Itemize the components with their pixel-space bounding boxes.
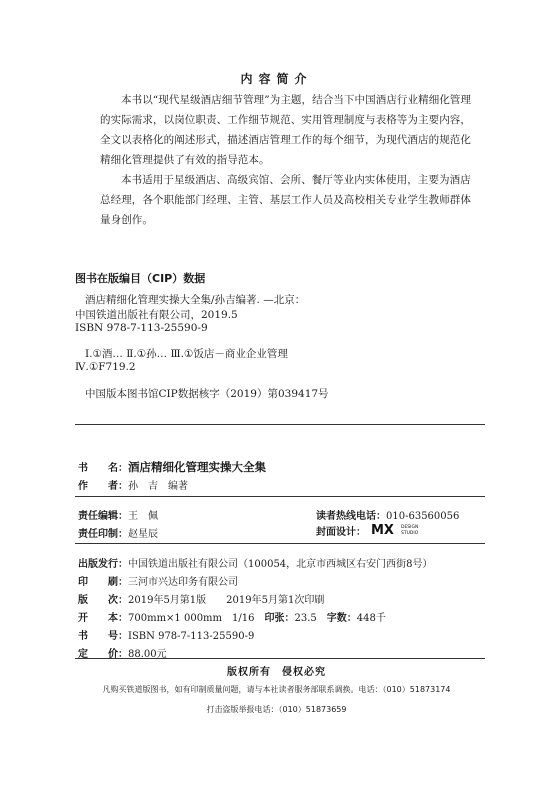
sheets-value: 23.5 (294, 613, 327, 624)
cip-heading: 图书在版编目（CIP）数据 (75, 272, 206, 285)
summary-title: 内容简介 (240, 72, 313, 86)
isbn-value: ISBN 978-7-113-25590-9 (128, 631, 255, 642)
logo-mark: MX (371, 523, 395, 536)
format-row (78, 606, 386, 625)
book-author-label: 作 者： (78, 481, 128, 492)
logo-sub-2: STUDIO (401, 531, 419, 536)
book-title-row (78, 456, 266, 475)
summary-paragraph-2: 本书适用于星级酒店、高级宾馆、会所、餐厅等业内实体使用，主要为酒店总经理，各个职能部门经理、主管、基层工作人员及高校相关专业学生教师群体量身创作。 (100, 174, 471, 226)
price-value: 88.00元 (128, 649, 167, 660)
summary-paragraph-1: 本书以“现代星级酒店细节管理”为主题，结合当下中国酒店行业精细化管理的实际需求，以岗位职责、工作细节规范、实用管理制度与表格等为主要内容，全文以表格化的阐述形式，描述酒店管理工作的每个细节，为现代酒店的规范化精细化管理提供了有效的指导范本。 (100, 94, 472, 166)
cover-design-label: 封面设计： (316, 527, 366, 538)
edition-value: 2019年5月第1版 2019年5月第1次印刷 (128, 595, 325, 606)
cip-line-1: 酒店精细化管理实操大全集/孙吉编著. —北京： (85, 294, 306, 306)
format-label: 开 本： (78, 613, 128, 624)
format-value: 700mm×1 000mm 1/16 (128, 613, 265, 624)
price-label: 定 价： (78, 649, 128, 660)
edition-label: 版 次： (78, 595, 128, 606)
cip-line-2: 中国铁道出版社有限公司，2019.5 (75, 309, 238, 321)
hotline-label: 读者热线电话： (316, 511, 386, 522)
sheets-label: 印张： (264, 613, 295, 624)
copyright-notice: 版权所有 侵权必究 (227, 667, 326, 678)
hotline-value: 010-63560056 (386, 511, 460, 522)
book-author-value: 孙 吉 编著 (128, 481, 188, 492)
cip-line-6: 中国版本图书馆CIP数据核字（2019）第039417号 (85, 388, 329, 400)
publisher-value: 中国铁道出版社有限公司（100054，北京市西城区右安门西街8号） (128, 559, 433, 570)
printer-label: 印 刷： (78, 577, 128, 588)
editor-label: 责任编辑： (78, 511, 128, 522)
isbn-row (78, 624, 254, 643)
printer-row (78, 570, 238, 589)
cip-line-3: ISBN 978-7-113-25590-9 (75, 322, 208, 334)
cover-design-row (316, 520, 427, 540)
publisher-label: 出版发行： (78, 559, 128, 570)
cip-line-4: Ⅰ.①酒… Ⅱ.①孙… Ⅲ.①饭店－商业企业管理 (85, 348, 288, 360)
quality-note: 凡购买铁道版图书，如有印制质量问题，请与本社读者服务部联系调换。电话：（010）51873174 (102, 685, 451, 694)
book-title-label: 书 名： (78, 463, 128, 474)
divider-lower (75, 543, 485, 544)
logo-sub-1: DESIGN (401, 525, 419, 530)
print-manager-value: 赵星辰 (128, 529, 158, 540)
divider-top (75, 424, 485, 425)
printer-value: 三河市兴达印务有限公司 (128, 577, 238, 588)
words-label: 字数： (326, 613, 357, 624)
editor-value: 王 佩 (128, 511, 158, 522)
design-studio-logo (371, 521, 427, 540)
isbn-label: 书 号： (78, 631, 128, 642)
editor-row (78, 504, 158, 523)
words-value: 448千 (356, 613, 386, 624)
book-author-row (78, 474, 188, 493)
divider-mid (75, 496, 485, 497)
piracy-hotline: 打击盗版举报电话：（010）51873659 (206, 705, 347, 714)
edition-row (78, 588, 324, 607)
divider-bottom (75, 658, 485, 659)
cip-line-5: Ⅳ.①F719.2 (75, 361, 136, 373)
publisher-row (78, 552, 433, 571)
print-manager-row (78, 522, 158, 541)
print-manager-label: 责任印制： (78, 529, 128, 540)
book-title-value: 酒店精细化管理实操大全集 (128, 460, 266, 474)
